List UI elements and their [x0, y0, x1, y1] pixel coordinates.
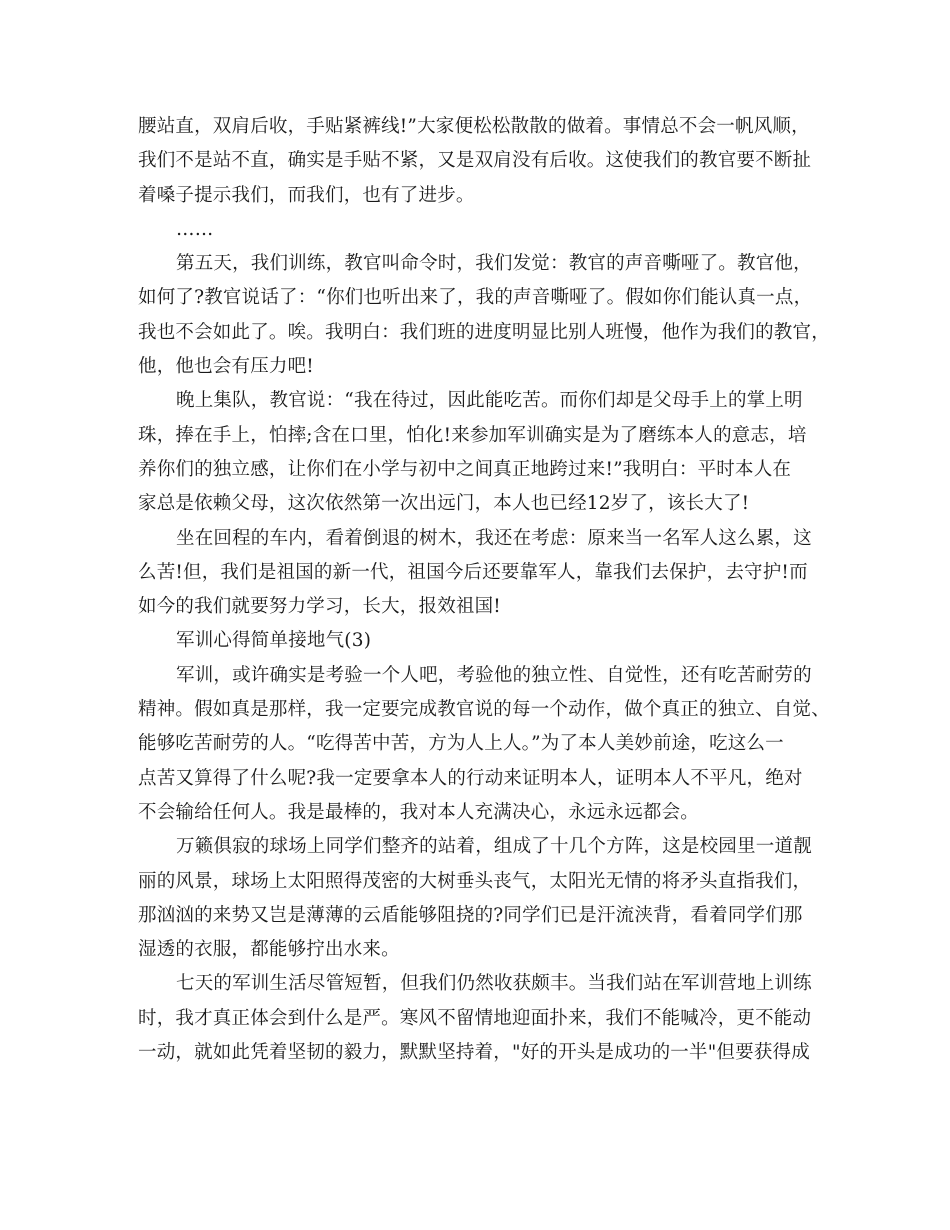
text-line: 着嗓子提示我们，而我们，也有了进步。 — [138, 184, 475, 206]
text-line: 点苦又算得了什么呢?我一定要拿本人的行动来证明本人，证明本人不平凡，绝对 — [138, 767, 803, 789]
text-line: 珠，捧在手上，怕摔;含在口里，怕化!来参加军训确实是为了磨练本人的意志，培 — [138, 424, 807, 446]
text-line: 如何了?教官说话了：“你们也听出来了，我的声音嘶哑了。假如你们能认真一点， — [138, 287, 813, 309]
text-line: 如今的我们就要努力学习，长大，报效祖国! — [138, 596, 501, 618]
text-line: 第五天，我们训练，教官叫命令时，我们发觉：教官的声音嘶哑了。教官他， — [176, 253, 812, 275]
text-line: 一动，就如此凭着坚韧的毅力，默默坚持着，"好的开头是成功的一半"但要获得成 — [138, 1042, 810, 1064]
text-line: 我们不是站不直，确实是手贴不紧，又是双肩没有后收。这使我们的教官要不断扯 — [138, 150, 812, 172]
text-line: …… — [176, 218, 214, 240]
document-body — [138, 110, 830, 1070]
text-line: 精神。假如真是那样，我一定要完成教官说的每一个动作，做个真正的独立、自觉、 — [138, 699, 830, 721]
text-line: 时，我才真正体会到什么是严。寒风不留情地迎面扑来，我们不能喊冷，更不能动 — [138, 1007, 812, 1029]
text-line: 他，他也会有压力吧! — [138, 356, 314, 378]
text-line: 七天的军训生活尽管短暂，但我们仍然收获颇丰。当我们站在军训营地上训练 — [176, 973, 812, 995]
text-line: 养你们的独立感，让你们在小学与初中之间真正地跨过来!”我明白：平时本人在 — [138, 458, 792, 480]
text-line: 那汹汹的来势又岂是薄薄的云盾能够阻挠的?同学们已是汗流浃背，看着同学们那 — [138, 904, 803, 926]
text-line: 湿透的衣服，都能够拧出水来。 — [138, 939, 400, 961]
text-line: 万籁俱寂的球场上同学们整齐的站着，组成了十几个方阵，这是校园里一道靓 — [176, 836, 812, 858]
text-line: 么苦!但，我们是祖国的新一代，祖国今后还要靠军人，靠我们去保护，去守护!而 — [138, 561, 808, 583]
text-line: 坐在回程的车内，看着倒退的树木，我还在考虑：原来当一名军人这么累，这 — [176, 527, 812, 549]
text-line: 军训心得简单接地气(3) — [176, 630, 372, 652]
text-line: 丽的风景，球场上太阳照得茂密的大树垂头丧气，太阳光无情的将矛头直指我们， — [138, 870, 812, 892]
text-line: 不会输给任何人。我是最棒的，我对本人充满决心，永远永远都会。 — [138, 801, 700, 823]
text-line: 晚上集队，教官说：“我在待过，因此能吃苦。而你们却是父母手上的掌上明 — [176, 390, 803, 412]
text-line: 能够吃苦耐劳的人。“吃得苦中苦，方为人上人。”为了本人美妙前途，吃这么一 — [138, 733, 784, 755]
text-line: 家总是依赖父母，这次依然第一次出远门，本人也已经12岁了，该长大了! — [138, 493, 750, 515]
text-line: 军训，或许确实是考验一个人吧，考验他的独立性、自觉性，还有吃苦耐劳的 — [176, 664, 812, 686]
text-line: 我也不会如此了。唉。我明白：我们班的进度明显比别人班慢，他作为我们的教官， — [138, 321, 830, 343]
text-line: 腰站直，双肩后收，手贴紧裤线!”大家便松松散散的做着。事情总不会一帆风顺， — [138, 116, 810, 137]
